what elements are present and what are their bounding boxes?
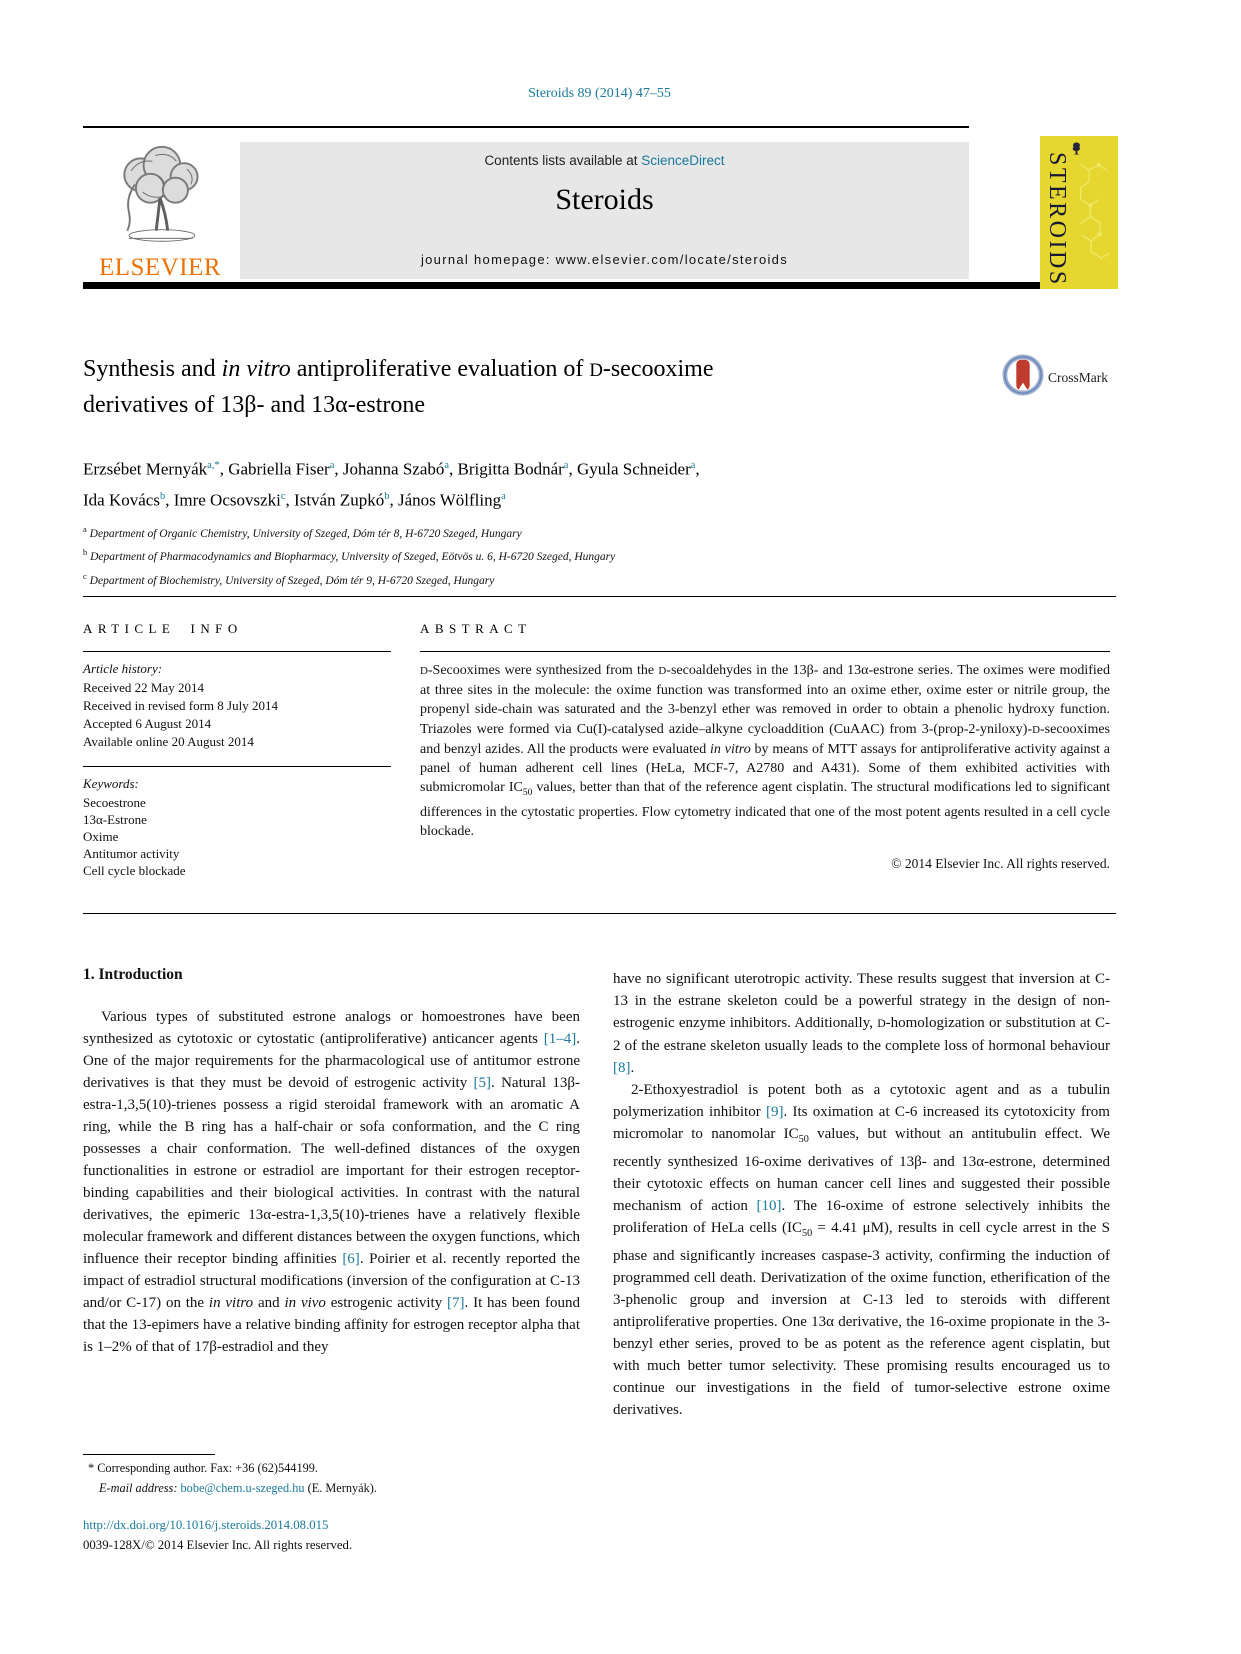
doi-link[interactable]: http://dx.doi.org/10.1016/j.steroids.2014.08.015 — [83, 1518, 329, 1532]
text-segment: 2-Ethoxyestradiol is potent both as a cytotoxic agent and as a tubulin polymerization inhibitor — [613, 1082, 1110, 1120]
affiliations — [83, 520, 1023, 590]
keywords-label: Keywords: — [83, 776, 139, 791]
affiliation-marker: b — [83, 547, 88, 558]
citation-ref[interactable]: [8] — [613, 1060, 631, 1076]
authors-line-1 — [83, 452, 1023, 483]
sciencedirect-link[interactable]: ScienceDirect — [641, 153, 725, 168]
elsevier-tree-icon — [101, 235, 219, 252]
article-info-heading: ARTICLE INFO — [83, 621, 243, 636]
article-title-line1 — [83, 352, 923, 388]
corresponding-author-note: * Corresponding author. Fax: +36 (62)544199. — [88, 1461, 318, 1475]
text-segment: antiproliferative evaluation of — [290, 356, 590, 382]
contents-prefix: Contents lists available at — [484, 153, 642, 168]
text-segment: values, but without an antitubulin effect. We recently synthesized 16-oxime derivatives of 13β- and 13α-estrone, determined their cytotoxic effects on human cancer cell lines and suggested their possible mechanism of action — [613, 1126, 1110, 1214]
author-separator: , — [449, 459, 458, 479]
text-segment: D — [877, 1017, 886, 1030]
text-segment: -Secooximes were synthesized from the — [427, 663, 659, 678]
text-segment: estrogenic activity — [325, 1295, 448, 1311]
section-divider — [83, 596, 1116, 597]
author-name: Ida Kovács — [83, 490, 160, 510]
text-segment: . Its oximation at C-6 increased its cytotoxicity from micromolar to nanomolar IC — [613, 1104, 1110, 1142]
affiliation-marker: c — [83, 570, 87, 581]
text-segment: in vitro — [221, 356, 291, 382]
history-item: Accepted 6 August 2014 — [83, 716, 212, 731]
affiliation-marker: a — [83, 524, 87, 534]
affiliation-text: Department of Organic Chemistry, University of Szeged, Dóm tér 8, H-6720 Szeged, Hungary — [86, 527, 522, 540]
article-info-rule — [83, 651, 391, 652]
author-separator: , — [389, 490, 398, 510]
author-affil-ref: a — [563, 460, 569, 471]
body-divider — [83, 913, 1116, 914]
authors-line-2 — [83, 483, 1023, 514]
author-list — [83, 452, 1023, 513]
journal-cover-thumbnail[interactable] — [1040, 136, 1118, 289]
text-segment: Synthesis and — [83, 356, 222, 382]
text-segment: values, better than that of the reference agent cisplatin. The structural modifications led to significant differences in the cytostatic properties. Flow cytometry indicated that one of the most potent agents resulted in a cell cycle blockade. — [420, 780, 1110, 840]
author-separator: , — [568, 459, 577, 479]
author-separator: , — [334, 459, 343, 479]
text-segment: D — [658, 665, 667, 677]
crossmark-label: CrossMark — [1048, 369, 1108, 385]
crossmark-badge[interactable] — [1002, 354, 1108, 401]
intro-paragraph — [613, 1079, 1110, 1421]
text-segment: . Natural 13β-estra-1,3,5(10)-trienes possess a rigid steroidal framework with an aromatic A ring, while the B ring has a half-chair or sofa conformation, and the C ring possesses a chair conformation. The well-defined distances of the oxygen functionalities in estrone or estradiol are important for their estrogen receptor-binding capabilities and their biological activities. In contrast with the natural derivatives, the epimeric 13α-estra-1,3,5(10)-trienes have a relatively flexible molecular framework and different distances between the oxygen functions, which influence their receptor binding affinities — [83, 1075, 580, 1267]
abstract-heading: ABSTRACT — [420, 621, 532, 636]
author-affil-ref: b — [384, 490, 390, 502]
crossmark-icon — [1002, 354, 1044, 401]
abstract-rule — [420, 651, 1110, 652]
abstract-text — [420, 661, 1110, 842]
citation-ref[interactable]: [6] — [342, 1251, 360, 1267]
header-top-rule — [83, 126, 969, 128]
article-history-list — [83, 679, 391, 751]
author-affil-ref: a — [444, 460, 450, 471]
author-affil-ref: b — [159, 490, 166, 502]
text-segment: . The 16-oxime of estrone selectively inhibits the proliferation of HeLa cells (IC — [613, 1198, 1110, 1236]
text-segment: D — [420, 665, 428, 677]
author-separator: , — [695, 459, 700, 479]
author-affil-ref: a — [690, 460, 696, 471]
affiliation-line — [83, 567, 1023, 590]
text-segment: . One of the major requirements for the pharmacological use of antitumor estrone derivatives is that they must be devoid of estrogenic activity — [83, 1031, 580, 1091]
text-segment: . Poirier et al. recently reported the impact of estradiol structural modifications (inversion of the configuration at C-13 and/or C-17) on the — [83, 1251, 580, 1311]
keywords-rule — [83, 766, 391, 767]
abstract-copyright: © 2014 Elsevier Inc. All rights reserved. — [891, 856, 1110, 871]
article-title-line2 — [83, 388, 923, 423]
email-link[interactable]: bobe@chem.u-szeged.hu — [180, 1481, 305, 1495]
citation-ref[interactable]: [5] — [473, 1075, 492, 1091]
text-segment: 50 — [798, 1134, 809, 1145]
introduction-heading: 1. Introduction — [83, 966, 183, 983]
author-affil-ref: c — [280, 490, 286, 502]
journal-homepage-link[interactable]: journal homepage: www.elsevier.com/locate/steroids — [420, 252, 789, 267]
issn-copyright-line: 0039-128X/© 2014 Elsevier Inc. All rights reserved. — [83, 1538, 353, 1552]
text-segment: -secooxime — [602, 356, 714, 382]
text-segment: and — [253, 1295, 285, 1311]
author-name: Gyula Schneider — [576, 459, 691, 479]
footnote-rule — [83, 1454, 215, 1455]
keyword-item: Oxime — [83, 829, 119, 844]
author-name: István Zupkó — [294, 490, 385, 510]
body-column-left — [83, 1006, 580, 1358]
email-label: E-mail address: — [99, 1481, 178, 1495]
author-name: Brigitta Bodnár — [457, 459, 564, 479]
affiliation-text: Department of Pharmacodynamics and Biopharmacy, University of Szeged, Eötvös u. 6, H-6720 Szeged, Hungary — [87, 551, 616, 564]
keywords-list — [83, 794, 391, 879]
journal-title: Steroids — [555, 183, 654, 216]
keyword-item: Cell cycle blockade — [83, 863, 186, 878]
text-segment: D — [589, 360, 603, 381]
body-column-right — [613, 968, 1110, 1421]
intro-paragraph-continued — [613, 968, 1110, 1079]
author-separator: , — [165, 490, 174, 510]
text-segment: = 4.41 μM), results in cell cycle arrest in the S phase and significantly increases caspase-3 activity, confirming the induction of programmed cell death. Derivatization of the oxime function, etherification of the 3-phenolic group and inversion at C-13 led to steroids with different antiproliferative properties. One 13α derivative, the 16-oxime propionate in the 3-benzyl ether series, proved to be as potent as the reference agent cisplatin, but with much better tumor selectivity. These promising results encouraged us to continue our investigations in the field of tumor-selective estrone oxime derivatives. — [613, 1220, 1110, 1418]
email-suffix: (E. Mernyák). — [304, 1481, 377, 1495]
article-history-label: Article history: — [83, 661, 163, 676]
text-segment: 50 — [802, 1228, 813, 1239]
intro-paragraph — [83, 1006, 580, 1358]
citation-ref[interactable]: [10] — [756, 1198, 782, 1214]
text-segment: D — [1032, 723, 1041, 736]
history-item: Available online 20 August 2014 — [83, 734, 254, 749]
citation-ref[interactable]: [9] — [765, 1104, 784, 1120]
text-segment: in vivo — [284, 1295, 326, 1311]
contents-line — [240, 153, 969, 168]
text-segment: in vitro — [710, 741, 751, 757]
affiliation-text: Department of Biochemistry, University of Szeged, Dóm tér 9, H-6720 Szeged, Hungary — [86, 574, 495, 587]
text-segment: -secooximes and benzyl azides. All the products were evaluated — [420, 721, 1110, 757]
journal-header-box — [240, 142, 969, 279]
text-segment: -homologization or substitution at C-2 of the estrane skeleton usually leads to the complete loss of hormonal behaviour — [613, 1015, 1110, 1054]
author-separator: , — [219, 459, 229, 479]
email-line — [99, 1481, 599, 1496]
cover-journal-name: STEROIDS — [1044, 152, 1070, 287]
history-item: Received 22 May 2014 — [83, 680, 204, 695]
affiliation-line — [83, 543, 1023, 566]
author-name: Imre Ocsovszki — [173, 490, 281, 510]
journal-citation: Steroids 89 (2014) 47–55 — [528, 86, 671, 101]
history-item: Received in revised form 8 July 2014 — [83, 698, 278, 713]
text-segment: 50 — [522, 788, 533, 799]
author-affil-ref: a,* — [207, 460, 220, 471]
affiliation-line — [83, 520, 1023, 543]
elsevier-wordmark: ELSEVIER — [98, 254, 222, 281]
elsevier-logo-block[interactable] — [86, 142, 234, 290]
text-segment: . It has been found that the 13-epimers have a relative binding affinity for estrogen receptor alpha that is 1–2% of that of 17β-estradiol and they — [83, 1295, 580, 1355]
author-name: János Wölfling — [397, 490, 502, 510]
citation-ref[interactable]: [7] — [447, 1295, 465, 1311]
keyword-item: Antitumor activity — [83, 846, 180, 861]
text-segment: Various types of substituted estrone analogs or homoestrones have been synthesized as cytotoxic or cytostatic (antiproliferative) anticancer agents — [83, 1009, 580, 1047]
citation-ref[interactable]: [1–4] — [543, 1031, 577, 1047]
text-segment: have no significant uterotropic activity. These results suggest that inversion at C-13 in the estrane skeleton could be a powerful strategy in the design of non-estrogenic enzyme inhibitors. Additionally, — [613, 971, 1110, 1031]
author-name: Gabriella Fiser — [228, 459, 330, 479]
text-segment: derivatives of 13β- and 13α-estrone — [83, 392, 426, 418]
author-name: Erzsébet Mernyák — [83, 459, 208, 479]
article-title — [83, 352, 923, 423]
text-segment: by means of MTT assays for antiproliferative activity against a panel of human adherent cell lines (HeLa, MCF-7, A2780 and A431). Some of them exhibited activities with submicromolar IC — [420, 741, 1111, 796]
keyword-item: 13α-Estrone — [83, 812, 147, 827]
author-separator: , — [285, 490, 295, 510]
text-segment: -secoaldehydes in the 13β- and 13α-estrone series. The oximes were modified at three sites in the molecule: the oxime function was transformed into an oxime ether, oxime ester or nitrile group, the propenyl side-chain was saturated and the 3-benzyl ether was removed in order to obtain a phenolic hydroxy function. Triazoles were formed via Cu(I)-catalysed azide–alkyne cycloaddition (CuAAC) from 3-(prop-2-yniloxy)- — [420, 663, 1111, 737]
author-affil-ref: a — [501, 490, 506, 502]
author-affil-ref: a — [329, 460, 335, 471]
text-segment: . — [630, 1060, 635, 1076]
author-name: Johanna Szabó — [342, 459, 445, 479]
keyword-item: Secoestrone — [83, 795, 146, 810]
text-segment: in vitro — [208, 1295, 254, 1311]
header-divider-bar — [83, 282, 1116, 289]
